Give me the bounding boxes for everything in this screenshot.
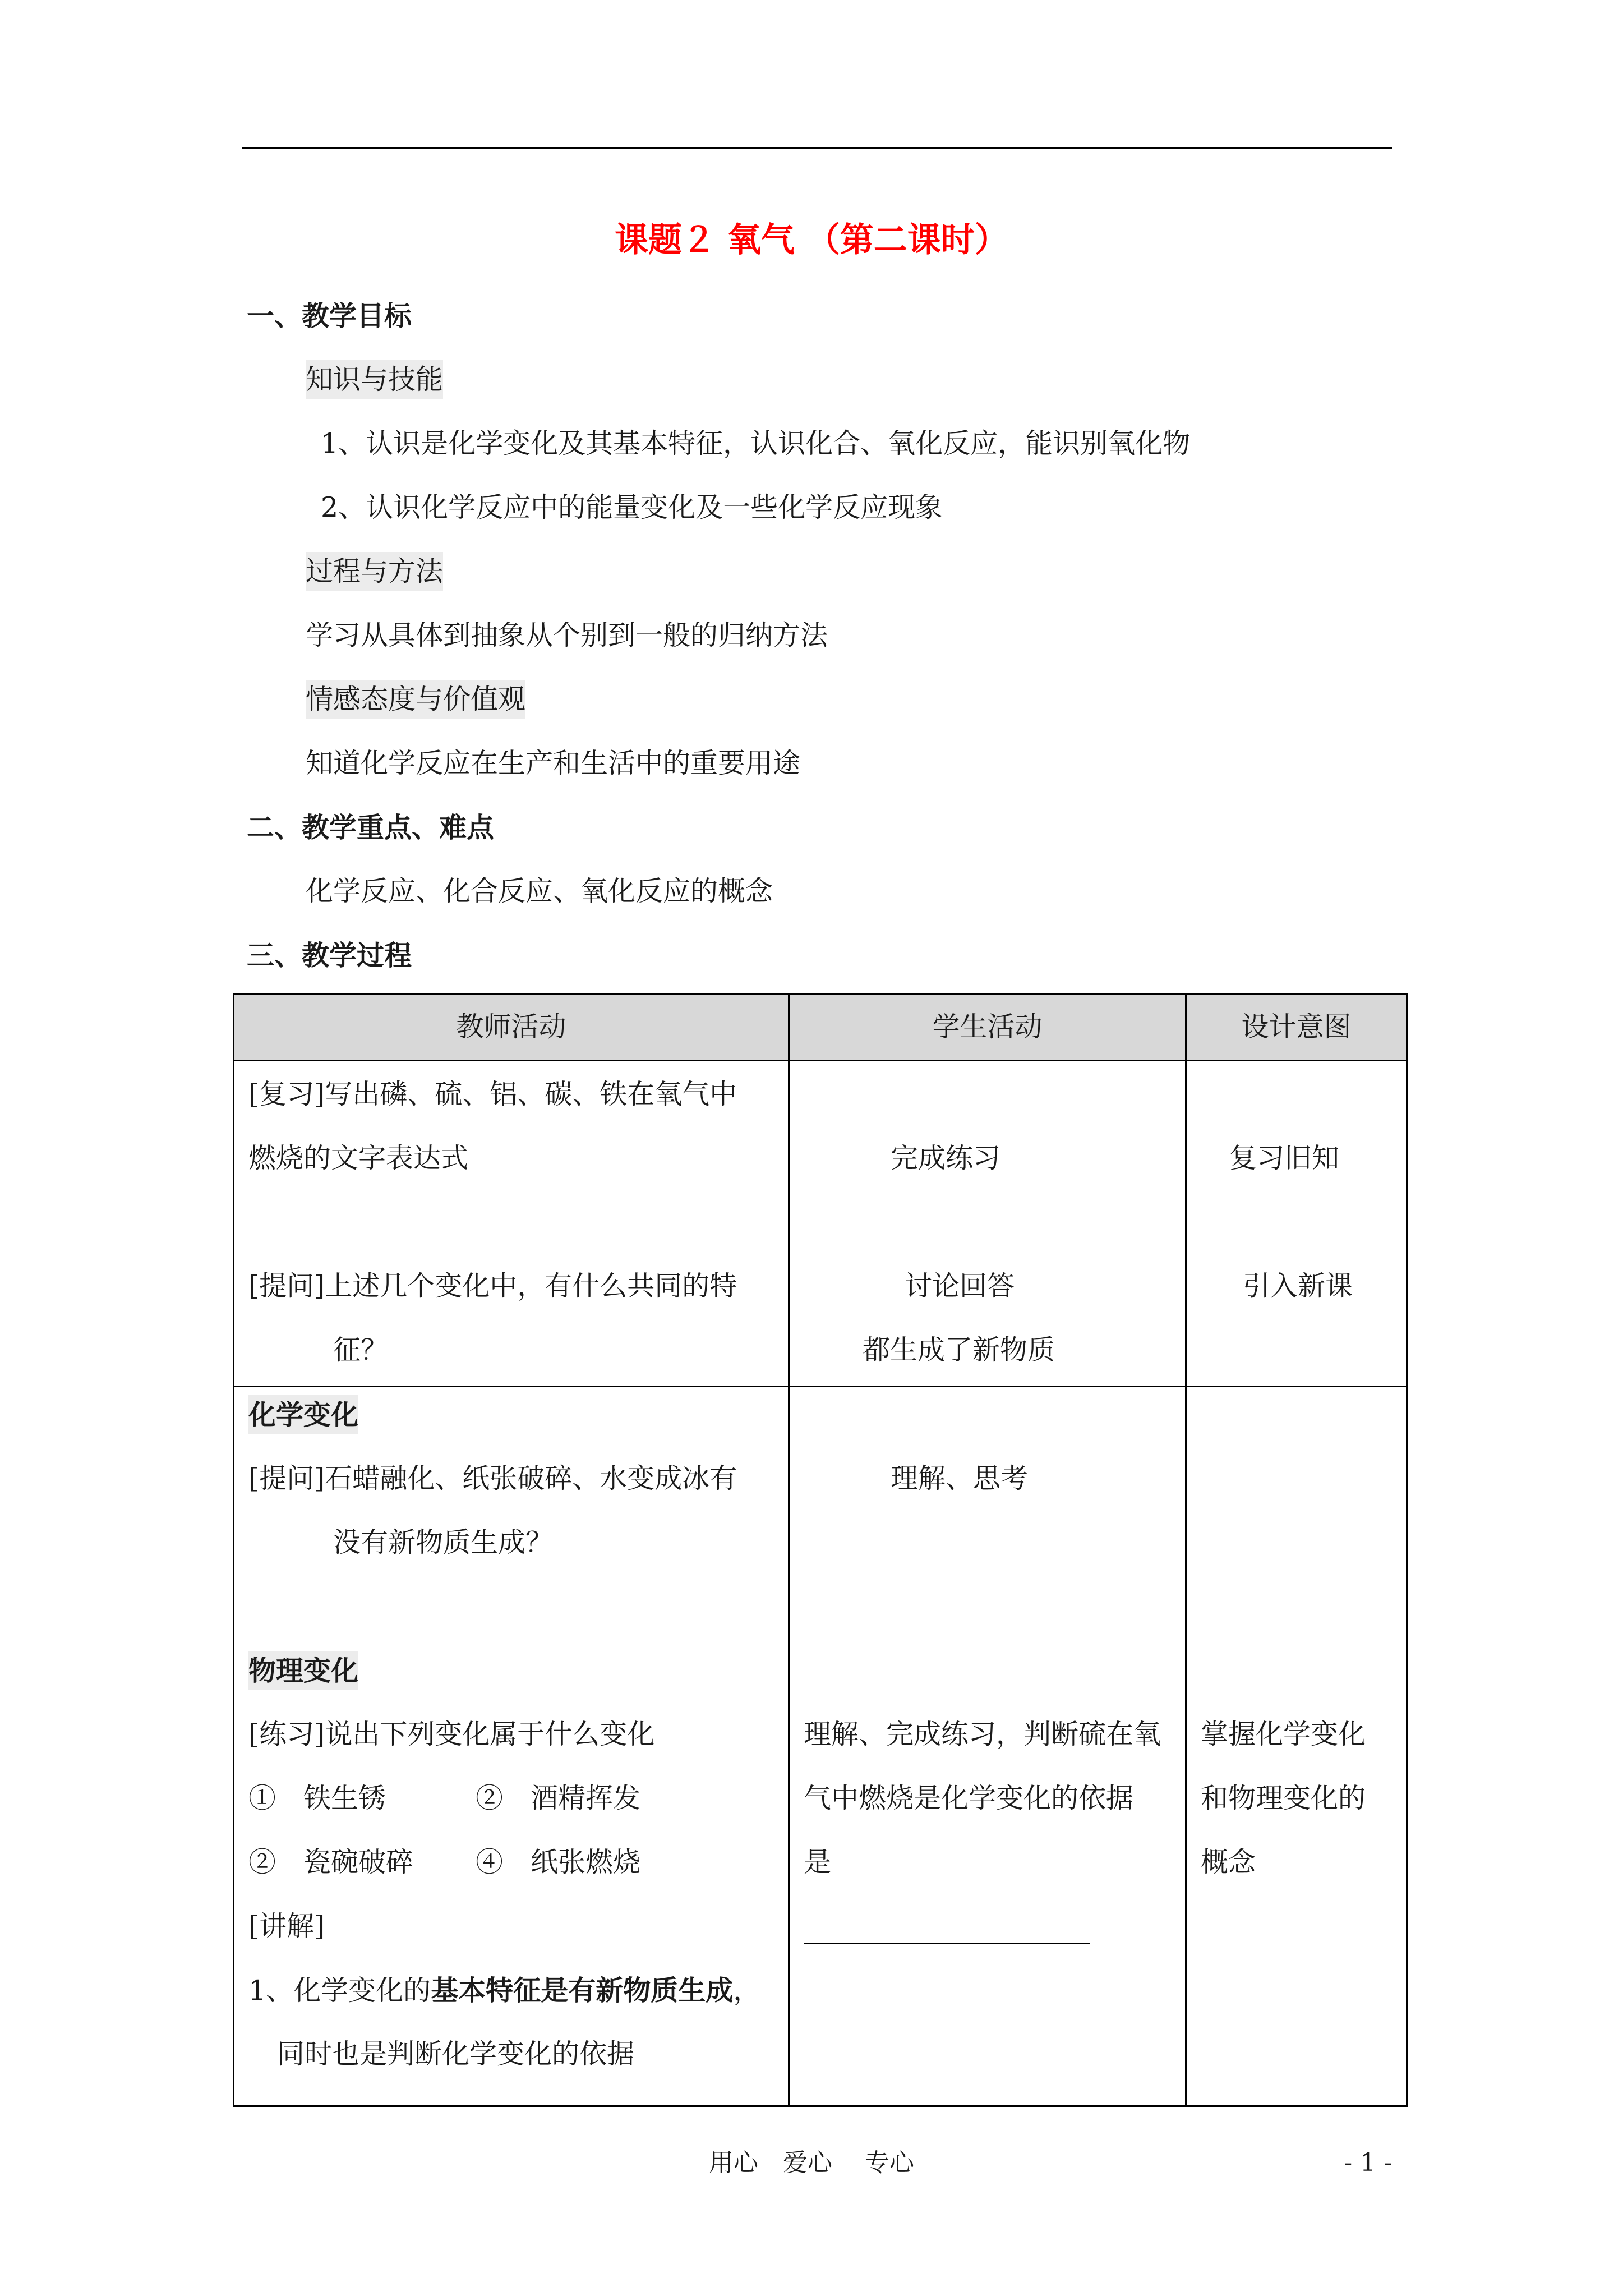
row2-teacher-line-3: 没有新物质生成？ <box>333 1526 554 1558</box>
header-teacher-activity: 教师活动 <box>234 994 789 1061</box>
row2-explain-line-1 <box>248 1971 760 2010</box>
row2-exercise-d: ④ 纸张燃烧 <box>476 1846 641 1878</box>
page-number: - 1 - <box>1344 2148 1392 2177</box>
explain-comma: ， <box>733 1975 761 2007</box>
footer-slogan: 用心 爱心 专心 <box>709 2148 914 2177</box>
row1-intent-line-1: 复习旧知 <box>1229 1142 1340 1174</box>
section-heading-objectives: 一、教学目标 <box>247 300 412 332</box>
row1-student-line-1: 完成练习 <box>891 1142 1001 1174</box>
row2-teacher-line-2: [提问]石蜡融化、纸张破碎、水变成冰有 <box>248 1462 737 1494</box>
row2-student-line-2: 理解、完成练习，判断硫在氧 <box>804 1718 1161 1750</box>
row1-teacher-line-1: [复习]写出磷、硫、铝、碳、铁在氧气中 <box>248 1078 737 1110</box>
table-header-row <box>234 994 1407 1061</box>
row2-intent-line-3: 概念 <box>1201 1846 1256 1878</box>
subheading-attitude-values: 情感态度与价值观 <box>306 680 525 719</box>
row1-teacher-line-2: 燃烧的文字表达式 <box>248 1142 469 1174</box>
row2-exercise-c: ② 瓷碗破碎 <box>248 1846 414 1878</box>
row1-student-line-3: 都生成了新物质 <box>863 1334 1055 1366</box>
explain-prefix: 1、化学变化的 <box>248 1975 431 2007</box>
table-row <box>234 1387 1407 2106</box>
row2-exercise-a: ① 铁生锈 <box>248 1782 386 1814</box>
row2-intent-line-1: 掌握化学变化 <box>1201 1718 1366 1750</box>
row2-student-line-4: 是 <box>804 1846 832 1878</box>
objective-item-2: 2、认识化学反应中的能量变化及一些化学反应现象 <box>321 491 943 523</box>
row2-explain-label: [讲解] <box>248 1910 325 1942</box>
row2-heading-physical-change: 物理变化 <box>248 1651 358 1690</box>
section-heading-key-points: 二、教学重点、难点 <box>247 811 495 844</box>
row1-student-line-2: 讨论回答 <box>905 1270 1015 1302</box>
row1-teacher-line-3: [提问]上述几个变化中，有什么共同的特 <box>248 1270 737 1302</box>
row2-student-line-1: 理解、思考 <box>891 1462 1029 1494</box>
answer-blank-line <box>804 1943 1090 1944</box>
header-rule <box>242 147 1392 149</box>
explain-key-feature: 基本特征是有新物质生成 <box>431 1974 734 2007</box>
subheading-process-methods: 过程与方法 <box>306 552 443 591</box>
objective-item-1: 1、认识是化学变化及其基本特征，认识化合、氧化反应，能识别氧化物 <box>321 427 1191 459</box>
row2-intent-line-2: 和物理变化的 <box>1201 1782 1366 1814</box>
row2-exercise-b: ② 酒精挥发 <box>476 1782 641 1814</box>
section-heading-process: 三、教学过程 <box>247 939 412 972</box>
row1-teacher-line-4: 征？ <box>333 1334 389 1366</box>
process-methods-text: 学习从具体到抽象从个别到一般的归纳方法 <box>306 619 828 651</box>
row2-heading-chemical-change: 化学变化 <box>248 1395 358 1434</box>
row2-teacher-line-5: [练习]说出下列变化属于什么变化 <box>248 1718 655 1750</box>
subheading-knowledge-skills: 知识与技能 <box>306 360 443 399</box>
key-points-text: 化学反应、化合反应、氧化反应的概念 <box>306 875 773 907</box>
row2-student-line-3: 气中燃烧是化学变化的依据 <box>804 1782 1134 1814</box>
attitude-values-text: 知道化学反应在生产和生活中的重要用途 <box>306 747 801 779</box>
row1-intent-line-2: 引入新课 <box>1243 1270 1353 1302</box>
row2-explain-line-2: 同时也是判断化学变化的依据 <box>277 2038 635 2070</box>
page-title: 课题２ 氧气 （第二课时） <box>615 220 1008 260</box>
teaching-process-table <box>233 993 1408 2107</box>
header-design-intent: 设计意图 <box>1186 994 1407 1061</box>
header-student-activity: 学生活动 <box>789 994 1186 1061</box>
table-row <box>234 1061 1407 1387</box>
